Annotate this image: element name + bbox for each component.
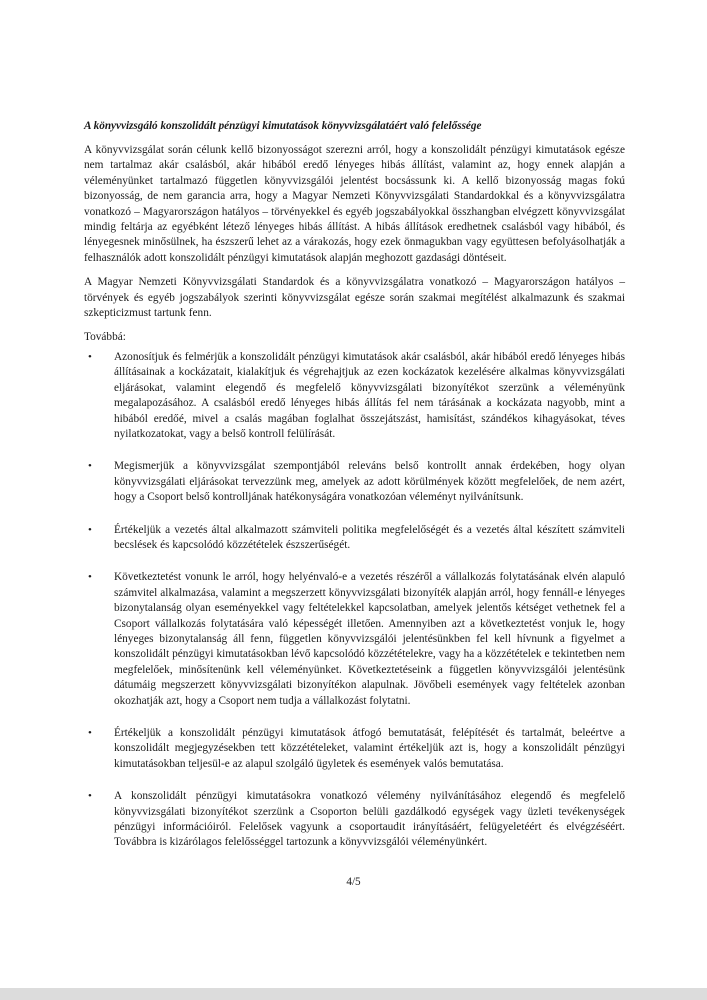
document-body — [84, 143, 625, 868]
scan-edge — [0, 988, 707, 1000]
bullet-list — [84, 350, 625, 851]
paragraph: A könyvvizsgálat során célunk kellő bizonyosságot szerezni arról, hogy a konszolidált pénzügyi kimutatások egésze nem tartalmaz akár csalásból, akár hibából eredő lényeges hibás állítást, valamint az, hogy ennek alapján a véleményünket tartalmazó független könyvvizsgálói jelentést bocsássunk ki. A kellő bizonyosság magas fokú bizonyosság, de nem garancia arra, hogy a Magyar Nemzeti Könyvvizsgálati Standardokkal és a könyvvizsgálatra vonatkozó – Magyarországon hatályos – törvényekkel és egyéb jogszabályokkal összhangban elvégzett könyvvizsgálat mindig feltárja az egyébként létező lényeges hibás állítást. A hibás állítások eredhetnek csalásból vagy hibából, és lényegesnek minősülnek, ha észszerű lehet az a várakozás, hogy ezek önmagukban vagy együttesen befolyásolhatják a felhasználók adott konszolidált pénzügyi kimutatások alapján meghozott gazdasági döntéseit. — [84, 144, 625, 264]
list-item — [84, 523, 625, 554]
paragraph: A Magyar Nemzeti Könyvvizsgálati Standardok és a könyvvizsgálatra vonatkozó – Magyarországon hatályos – törvények és egyéb jogszabályok szerinti könyvvizsgálat egésze során szakmai megítélést alkalmazunk és szakmai szkepticizmust tartunk fenn. — [84, 276, 625, 320]
list-item — [84, 350, 625, 442]
list-item — [84, 459, 625, 505]
bullet-icon: • — [88, 790, 92, 803]
bullet-icon: • — [88, 523, 92, 536]
list-item — [84, 789, 625, 851]
list-item — [84, 570, 625, 709]
bullet-icon: • — [88, 460, 92, 473]
bullet-icon: • — [88, 350, 92, 363]
list-intro-label: Továbbá: — [84, 331, 126, 344]
bullet-icon: • — [88, 727, 92, 739]
list-item-text: Értékeljük a konszolidált pénzügyi kimutatások átfogó bemutatását, felépítését és tartalmát, beleértve a konszolidált megjegyzésekben tett közzétételeket, valamint értékeljük azt is, hogy a konszolidált pénzügyi kimutatásokban teljesül-e az alapul szolgáló ügyletek és események valós bemutatása. — [114, 727, 625, 770]
list-item-text: Értékeljük a vezetés által alkalmazott számviteli politika megfelelőségét és a vezetés által készített számviteli becslések és kapcsolódó közzétételek észszerűségét. — [114, 523, 625, 551]
list-item-text: A konszolidált pénzügyi kimutatásokra vonatkozó vélemény nyilvánításához elegendő és megfelelő könyvvizsgálati bizonyítékot szerzünk a Csoporton belüli gazdálkodó egységek vagy üzleti tevékenységek pénzügyi információiról. Felelősek vagyunk a csoportaudit irányításáért, felügyeletéért és elvégzéséért. Továbbra is kizárólagos felelősséggel tartozunk a könyvvizsgálói véleményünkért. — [114, 790, 625, 849]
list-item-text: Következtetést vonunk le arról, hogy helyénvaló-e a vezetés részéről a vállalkozás folytatásának elvén alapuló számvitel alkalmazása, valamint a megszerzett könyvvizsgálati bizonyíték alapján arról, hogy fennáll-e lényeges bizonytalanság olyan eseményekkel vagy feltételekkel kapcsolatban, amelyek jelentős kétséget vethetnek fel a Csoport vállalkozás folytatására való képességét illetően. Amennyiben azt a következtetést vonjuk le, hogy lényeges bizonytalanság áll fenn, független könyvvizsgálói jelentésünkben fel kell hívnunk a figyelmet a konszolidált pénzügyi kimutatásokban lévő kapcsolódó közzétételekre, vagy ha a közzétételek e tekintetben nem megfelelőek, minősítenünk kell véleményünket. Következtetéseink a független könyvvizsgálói jelentésünk dátumáig megszerzett könyvvizsgálati bizonyítékon alapulnak. Jövőbeli események vagy feltételek azonban okozhatják azt, hogy a Csoport nem tudja a vállalkozást folytatni. — [114, 571, 625, 707]
list-item-text: Megismerjük a könyvvizsgálat szempontjából releváns belső kontrollt annak érdekében, hogy olyan könyvvizsgálati eljárásokat tervezzünk meg, amelyek az adott körülmények között megfelelőek, de nem azért, hogy a Csoport belső kontrolljának hatékonyságára vonatkozóan véleményt nyilvánítsunk. — [114, 460, 625, 504]
section-heading: A könyvvizsgáló konszolidált pénzügyi kimutatások könyvvizsgálatáért való felelőssége — [84, 120, 482, 132]
list-item — [84, 726, 625, 772]
list-item-text: Azonosítjuk és felmérjük a konszolidált pénzügyi kimutatások akár csalásból, akár hibából eredő lényeges hibás állításainak a kockázatait, kialakítjuk és végrehajtjuk az ezen kockázatok kezelésére alkalmas könyvvizsgálati eljárásokat, valamint elegendő és megfelelő könyvvizsgálati bizonyítékot szerzünk a véleményünk megalapozásához. A csalásból eredő lényeges hibás állítás fel nem tárásának a kockázata nagyobb, mint a hibából eredőé, mivel a csalás magában foglalhat összejátszást, hamisítást, szándékos kihagyásokat, téves nyilatkozatokat, vagy a belső kontroll felülírását. — [114, 350, 625, 440]
bullet-icon: • — [88, 571, 92, 584]
page-number: 4/5 — [346, 876, 361, 888]
